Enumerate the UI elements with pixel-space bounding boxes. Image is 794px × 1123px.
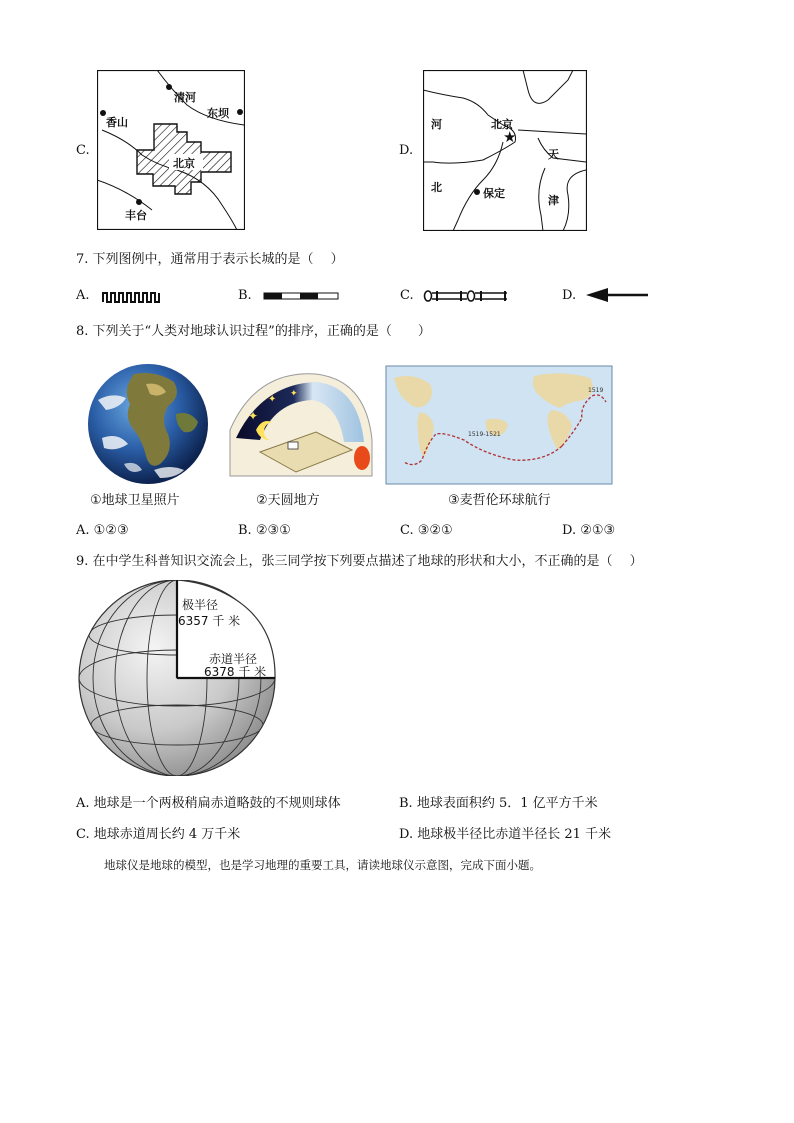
q8-option-c: C. ③②① <box>400 523 453 538</box>
polar-radius-value: 6357 千 米 <box>178 614 241 628</box>
q8-question: 8. 下列关于“人类对地球认识过程”的排序，正确的是（ ） <box>76 324 431 339</box>
crenellation-line-icon <box>102 290 162 304</box>
q8-caption-2: ②天圆地方 <box>256 493 320 508</box>
map-d-place-baoding: 保定 <box>483 187 505 200</box>
voyage-year-label-short: 1519 <box>588 387 604 394</box>
q7-option-b-label: B. <box>238 288 252 303</box>
q8-option-b: B. ②③① <box>238 523 291 538</box>
map-d-place-bei: 北 <box>431 181 442 194</box>
q7-option-a-label: A. <box>76 288 90 303</box>
star-icon: ✦ <box>268 394 277 405</box>
map-c-place-qinghe: 清河 <box>174 91 196 104</box>
map-c-place-dongba: 东坝 <box>207 107 229 120</box>
q7-option-c-label: C. <box>400 288 414 303</box>
double-line-lock-icon <box>423 289 509 303</box>
q9-option-a: A. 地球是一个两极稍扁赤道略鼓的不规则球体 <box>76 796 341 811</box>
q6-option-c-label: C. <box>76 143 90 158</box>
dashed-rail-line-icon <box>263 291 339 301</box>
star-icon: ✦ <box>248 409 259 423</box>
map-d-place-tian: 天 <box>548 148 559 161</box>
earth-cutaway-globe <box>76 580 278 776</box>
q8-option-a: A. ①②③ <box>76 523 129 538</box>
map-d-place-he: 河 <box>431 118 442 131</box>
map-c-place-fengtai: 丰台 <box>125 209 147 222</box>
q8-option-d: D. ②①③ <box>562 523 616 538</box>
globe-section-intro: 地球仪是地球的模型，也是学习地理的重要工具，请读地球仪示意图，完成下面小题。 <box>104 858 541 872</box>
q9-question: 9. 在中学生科普知识交流会上，张三同学按下列要点描述了地球的形状和大小，不正确的是（ ） <box>76 554 643 569</box>
q8-caption-1: ①地球卫星照片 <box>90 493 180 508</box>
map-d-place-jin: 津 <box>548 194 559 207</box>
q9-option-c: C. 地球赤道周长约 4 万千米 <box>76 827 241 842</box>
map-d-place-beijing: 北京 <box>491 118 513 131</box>
voyage-year-label: 1519-1521 <box>468 431 501 438</box>
equator-radius-label: 赤道半径 <box>209 652 258 666</box>
polar-radius-label: 极半径 <box>182 598 219 612</box>
tianyuan-difang-illustration <box>226 360 376 512</box>
map-c-place-xiangshan: 香山 <box>106 116 128 129</box>
star-icon: ★ <box>503 128 517 146</box>
q6-option-d-label: D. <box>399 143 414 158</box>
equator-radius-value: 6378 千 米 <box>204 665 267 679</box>
star-icon: ✦ <box>290 389 298 399</box>
map-c-place-beijing: 北京 <box>173 157 195 170</box>
earth-satellite-photo <box>84 360 222 512</box>
beijing-district-map-c <box>97 70 245 230</box>
q9-option-b: B. 地球表面积约 5．1 亿平方千米 <box>399 796 598 811</box>
magellan-voyage-map <box>384 362 614 512</box>
q7-question: 7. 下列图例中，通常用于表示长城的是（ ） <box>76 252 344 267</box>
arrow-left-icon <box>584 286 650 304</box>
beijing-region-map-d <box>423 70 587 231</box>
q8-caption-3: ③麦哲伦环球航行 <box>448 493 551 508</box>
q7-option-d-label: D. <box>562 288 577 303</box>
q9-option-d: D. 地球极半径比赤道半径长 21 千米 <box>399 827 612 842</box>
